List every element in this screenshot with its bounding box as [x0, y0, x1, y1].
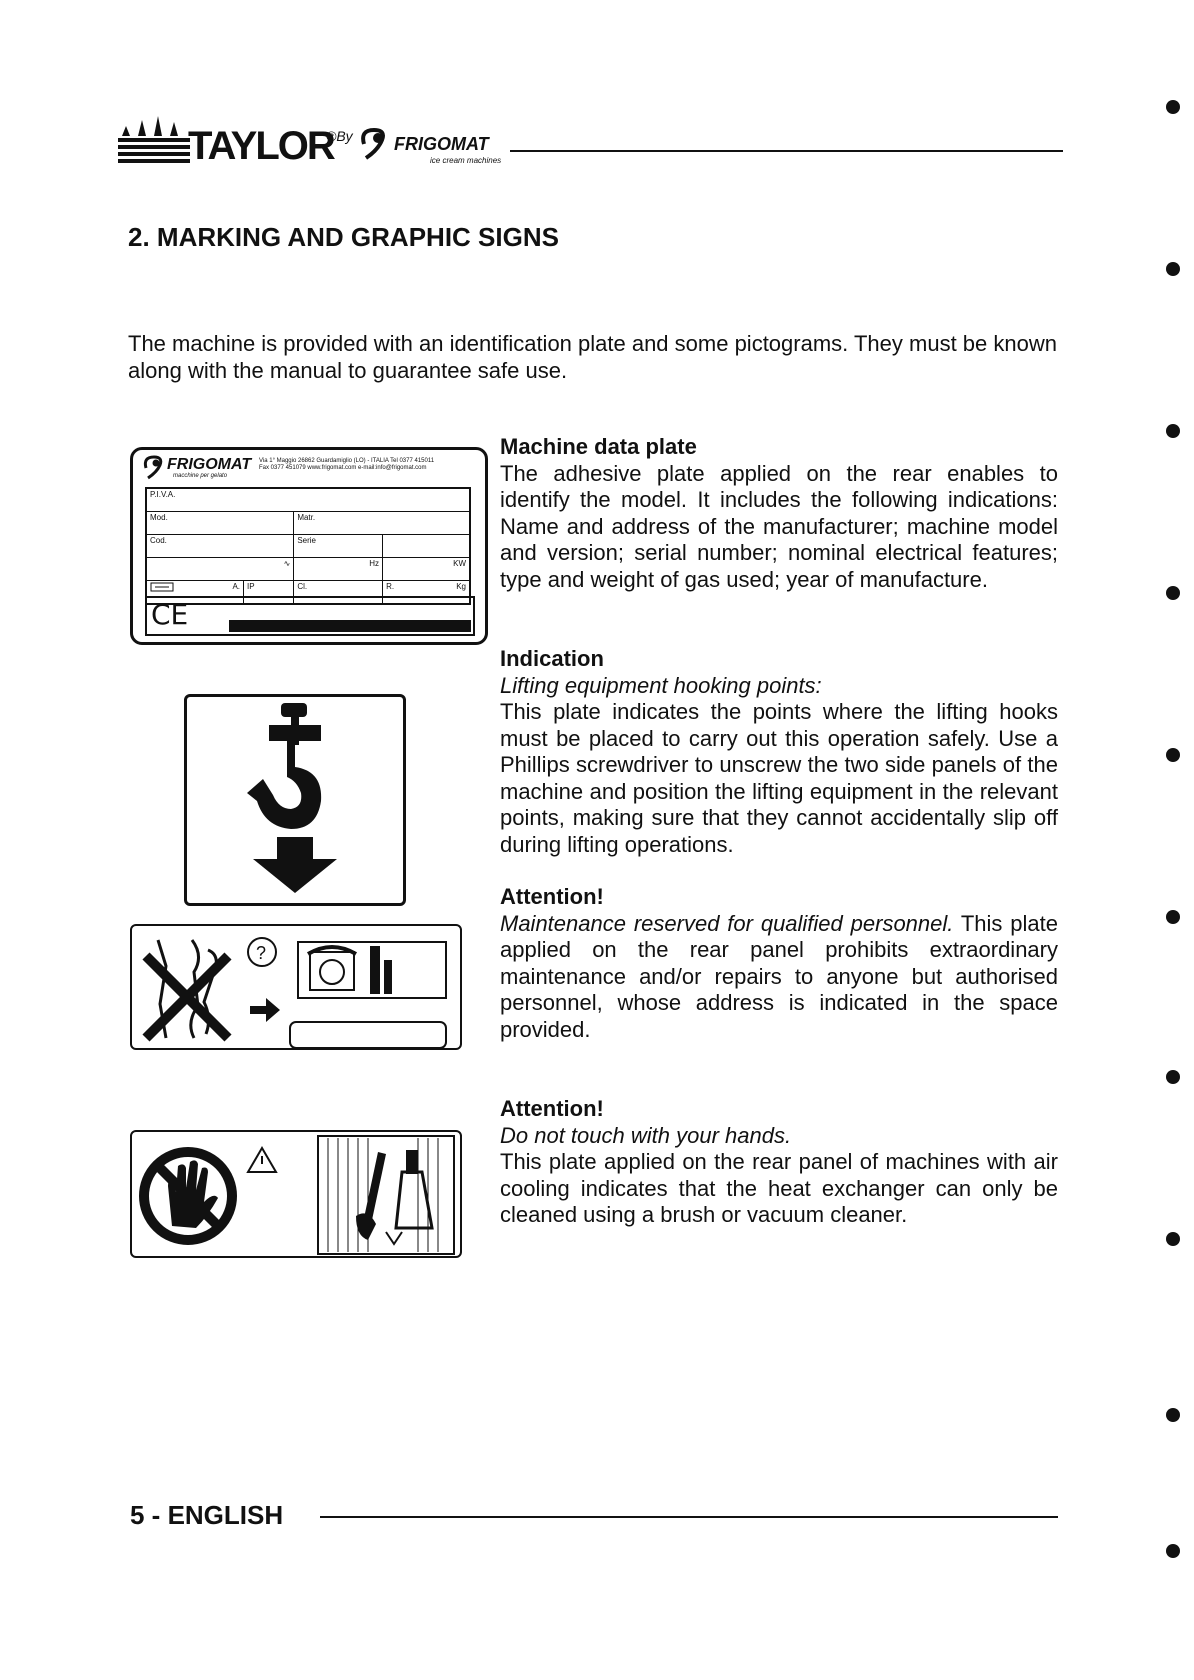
section-body: This plate applied on the rear panel of machines with air cooling indicates that the heat exchanger can only be cleaned using a brush or vacuum cleaner.	[500, 1149, 1058, 1227]
attention-touch-section	[500, 1096, 1058, 1229]
section-body: The adhesive plate applied on the rear enables to identify the model. It includes the following indications: Name and address of the manufacturer; machine model and version; serial number; nominal electrical features; type and weight of gas used; year of manufacture.	[500, 460, 1058, 592]
plate-field-serie: Serie	[294, 535, 383, 558]
section-heading: Attention!	[500, 884, 604, 909]
plate-address	[259, 458, 477, 472]
section-title: 2. MARKING AND GRAPHIC SIGNS	[128, 222, 559, 252]
section-subheading: Do not touch with your hands.	[500, 1122, 792, 1148]
header-rule	[510, 150, 1063, 152]
plate-field-ip: IP	[244, 581, 294, 605]
section-body: This plate applied on the rear panel prohibits extraordinary maintenance and/or repairs to anyone but authorised personnel, whose address is indicated in the space provided.	[500, 910, 1058, 1042]
brand-suffix: ®By	[326, 128, 353, 144]
ce-mark: CE	[151, 598, 189, 631]
punch-hole	[1166, 1232, 1180, 1246]
battery-icon	[150, 582, 176, 592]
punch-hole	[1166, 1544, 1180, 1558]
punch-hole	[1166, 910, 1180, 924]
plate-field-ac: ∿	[146, 558, 294, 581]
plate-barcode-strip	[229, 620, 471, 632]
indication-section	[500, 646, 1058, 858]
attention-maintenance-section	[500, 884, 1058, 1043]
plate-field-mod: Mod.	[146, 512, 294, 535]
machine-data-plate-section	[500, 434, 1058, 593]
punch-hole	[1166, 1408, 1180, 1422]
punch-hole	[1166, 262, 1180, 276]
taylor-crowns-logo-icon	[118, 112, 190, 168]
intro-paragraph: The machine is provided with an identification plate and some pictograms. They must be known along with the manual to guarantee safe use.	[128, 331, 1057, 383]
plate-field-kg: Kg	[456, 582, 466, 591]
section-subheading: Maintenance reserved for qualified personnel.	[500, 910, 954, 936]
plate-brand: FRIGOMAT	[167, 456, 252, 473]
maintenance-icons	[132, 926, 460, 1048]
punch-hole	[1166, 424, 1180, 438]
plate-address-line1: Via 1° Maggio 26862 Guardamiglio (LO) - ITALIA Tel 0377 415011	[259, 458, 435, 464]
plate-field-a: A.	[232, 582, 240, 591]
lifting-hook-icon	[187, 697, 403, 903]
plate-address-line2: Fax 0377 451079 www.frigomat.com e-mail:info@frigomat.com	[259, 465, 427, 471]
plate-field-kw: KW	[383, 558, 470, 581]
plate-field-cod: Cod.	[146, 535, 294, 558]
punch-hole	[1166, 100, 1180, 114]
plate-fields-table	[145, 487, 471, 605]
lifting-hook-pictogram	[184, 694, 406, 906]
punch-hole	[1166, 586, 1180, 600]
page-footer: 5 - ENGLISH	[130, 1500, 284, 1530]
section-heading: Attention!	[500, 1096, 604, 1121]
punch-hole	[1166, 1070, 1180, 1084]
maintenance-pictogram	[130, 924, 462, 1050]
plate-ce-area	[145, 596, 475, 636]
page-header	[118, 110, 1063, 170]
plate-field-matr: Matr.	[294, 512, 470, 535]
partner-tagline: ice cream machines	[430, 156, 502, 165]
machine-data-plate	[130, 447, 488, 645]
frigomat-logo-icon	[356, 124, 398, 164]
section-heading: Indication	[500, 646, 604, 671]
section-heading: Machine data plate	[500, 434, 697, 459]
section-subheading: Lifting equipment hooking points:	[500, 672, 822, 698]
section-body: This plate indicates the points where the lifting hooks must be placed to carry out this operation safely. Use a Phillips screwdriver to unscrew the two side panels of the machine and position the lifting equipment in the relevant points, making sure that they cannot accidentally slip off during lifting operations.	[500, 699, 1058, 857]
plate-field-r-label: R.	[386, 582, 395, 591]
partner-name: FRIGOMAT	[394, 134, 489, 154]
do-not-touch-pictogram	[130, 1130, 462, 1258]
brand-name: TAYLOR	[188, 124, 334, 168]
plate-field-cl: Cl.	[294, 581, 383, 605]
do-not-touch-icons	[132, 1132, 460, 1256]
svg-text:?: ?	[256, 943, 267, 963]
plate-field-hz: Hz	[294, 558, 383, 581]
punch-hole	[1166, 748, 1180, 762]
plate-subtitle: macchine per gelato	[173, 473, 228, 479]
plate-field-piva: P.I.V.A.	[146, 488, 470, 512]
plate-field-blank	[383, 535, 470, 558]
footer-rule	[320, 1516, 1058, 1518]
